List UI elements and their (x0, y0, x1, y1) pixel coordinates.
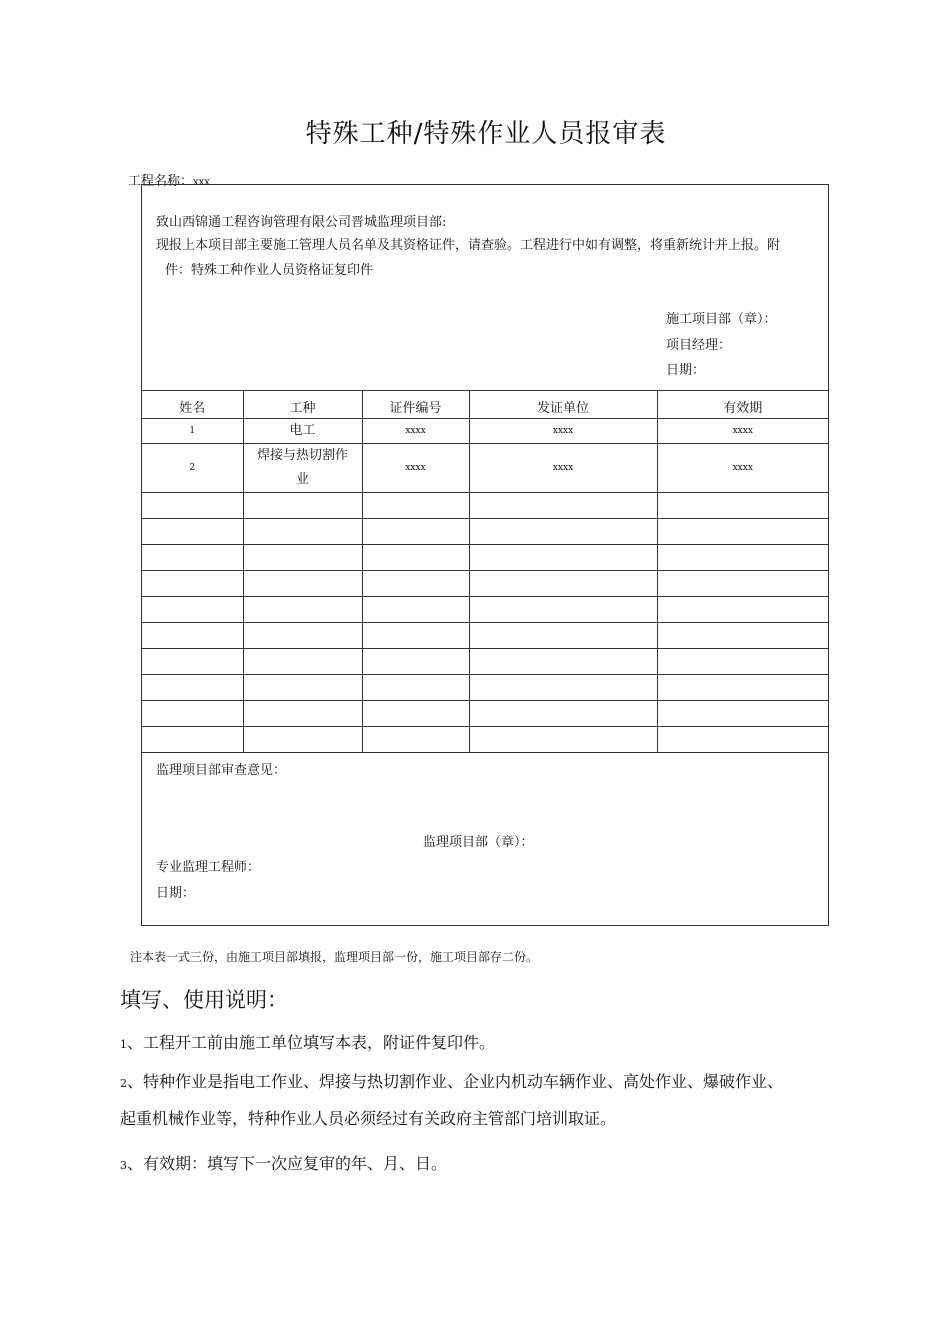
letter-section (142, 185, 828, 391)
instruction-text: 、特种作业是指电工作业、焊接与热切割作业、企业内机动车辆作业、高处作业、爆破作业、 (127, 1072, 784, 1091)
table-cell-empty (657, 649, 828, 675)
table-cell-empty (142, 571, 243, 597)
project-manager-label: 项目经理： (666, 338, 732, 353)
instruction-text: 、有效期：填写下一次应复审的年、月、日。 (127, 1154, 448, 1173)
table-cell-empty (657, 545, 828, 571)
table-cell-empty (142, 597, 243, 623)
table-cell-empty (362, 519, 469, 545)
table-cell-empty (469, 493, 657, 519)
cell-name: 1 (142, 419, 243, 444)
table-row-empty (142, 623, 828, 649)
table-row (142, 419, 828, 444)
cell-issuer: xxxx (469, 419, 657, 444)
addressee-dept: 监理项目部: (377, 215, 447, 230)
personnel-table (142, 390, 828, 753)
table-cell-empty (469, 571, 657, 597)
empty-rows (142, 493, 828, 753)
table-cell-empty (469, 519, 657, 545)
table-row (142, 444, 828, 493)
header-validity: 有效期 (657, 391, 828, 419)
table-cell-empty (362, 675, 469, 701)
table-cell-empty (243, 649, 362, 675)
table-row-empty (142, 597, 828, 623)
table-cell-empty (657, 623, 828, 649)
project-name-label: 工程名称： (128, 174, 194, 189)
table-cell-empty (657, 519, 828, 545)
contractor-date-label: 日期： (666, 363, 706, 378)
engineer-label: 专业监理工程师： (156, 860, 261, 875)
table-row-empty (142, 649, 828, 675)
table-cell-empty (243, 597, 362, 623)
table-cell-empty (362, 649, 469, 675)
table-cell-empty (142, 727, 243, 753)
table-row-empty (142, 519, 828, 545)
table-cell-empty (657, 727, 828, 753)
instruction-item (120, 1069, 783, 1092)
table-cell-empty (469, 727, 657, 753)
header-cert-no: 证件编号 (362, 391, 469, 419)
instruction-item (120, 1151, 447, 1174)
letter-body-line2: 件：特殊工种作业人员资格证复印件 (165, 263, 374, 278)
table-cell-empty (142, 493, 243, 519)
table-cell-empty (142, 701, 243, 727)
table-row-empty (142, 493, 828, 519)
instruction-text: 起重机械作业等，特种作业人员必须经过有关政府主管部门培训取证。 (120, 1109, 617, 1128)
supervision-seal-label: 监理项目部（章）： (423, 835, 534, 850)
header-name: 姓名 (142, 391, 243, 419)
form-frame (141, 184, 829, 926)
table-cell-empty (362, 701, 469, 727)
table-row-empty (142, 545, 828, 571)
table-cell-empty (469, 545, 657, 571)
table-cell-empty (142, 675, 243, 701)
table-cell-empty (142, 545, 243, 571)
table-cell-empty (362, 545, 469, 571)
header-trade: 工种 (243, 391, 362, 419)
addressee (156, 211, 446, 230)
table-header-row (142, 391, 828, 419)
review-opinion-label: 监理项目部审查意见： (156, 763, 287, 778)
cell-trade: 电工 (243, 419, 362, 444)
instruction-number: 2 (120, 1077, 127, 1090)
table-row-empty (142, 727, 828, 753)
table-cell-empty (657, 675, 828, 701)
table-cell-empty (657, 597, 828, 623)
table-row-empty (142, 571, 828, 597)
contractor-seal-label: 施工项目部（章）： (666, 312, 777, 327)
table-cell-empty (657, 493, 828, 519)
table-cell-empty (362, 493, 469, 519)
table-cell-empty (362, 597, 469, 623)
table-cell-empty (657, 701, 828, 727)
header-issuer: 发证单位 (469, 391, 657, 419)
table-cell-empty (469, 701, 657, 727)
table-cell-empty (469, 623, 657, 649)
cell-name: 2 (142, 444, 243, 493)
table-row-empty (142, 675, 828, 701)
table-cell-empty (243, 623, 362, 649)
review-section (142, 750, 828, 926)
instruction-number: 3 (120, 1159, 127, 1172)
table-cell-empty (243, 493, 362, 519)
table-cell-empty (243, 519, 362, 545)
table-cell-empty (469, 675, 657, 701)
instruction-item (120, 1030, 495, 1053)
cell-cert-no: xxxx (362, 444, 469, 493)
instruction-item (120, 1106, 616, 1129)
review-date-label: 日期： (156, 886, 196, 901)
table-cell-empty (142, 519, 243, 545)
cell-issuer: xxxx (469, 444, 657, 493)
instruction-text: 、工程开工前由施工单位填写本表，附证件复印件。 (127, 1033, 496, 1052)
table-cell-empty (243, 571, 362, 597)
table-cell-empty (243, 545, 362, 571)
cell-cert-no: xxxx (362, 419, 469, 444)
table-cell-empty (469, 597, 657, 623)
instructions-heading: 填写、使用说明： (120, 988, 288, 1012)
table-cell-empty (362, 571, 469, 597)
cell-validity: xxxx (657, 444, 828, 493)
instruction-number: 1 (120, 1038, 127, 1051)
table-cell-empty (243, 727, 362, 753)
letter-body-line1: 现报上本项目部主要施工管理人员名单及其资格证件，请查验。工程进行中如有调整，将重新统计并上报。附 (156, 238, 781, 253)
table-cell-empty (243, 701, 362, 727)
table-cell-empty (362, 623, 469, 649)
table-cell-empty (142, 649, 243, 675)
footnote: 注本表一式三份，由施工项目部填报，监理项目部一份，施工项目部存二份。 (130, 950, 539, 964)
cell-validity: xxxx (657, 419, 828, 444)
cell-trade: 焊接与热切割作业 (243, 444, 362, 493)
page-title: 特殊工种/特殊作业人员报审表 (305, 119, 667, 149)
table-cell-empty (243, 675, 362, 701)
table-cell-empty (362, 727, 469, 753)
project-name-value: xxx (193, 177, 210, 188)
table-cell-empty (469, 649, 657, 675)
table-row-empty (142, 701, 828, 727)
addressee-company: 致山西锦通工程咨询管理有限公司晋城 (156, 215, 378, 230)
table-cell-empty (657, 571, 828, 597)
table-cell-empty (142, 623, 243, 649)
